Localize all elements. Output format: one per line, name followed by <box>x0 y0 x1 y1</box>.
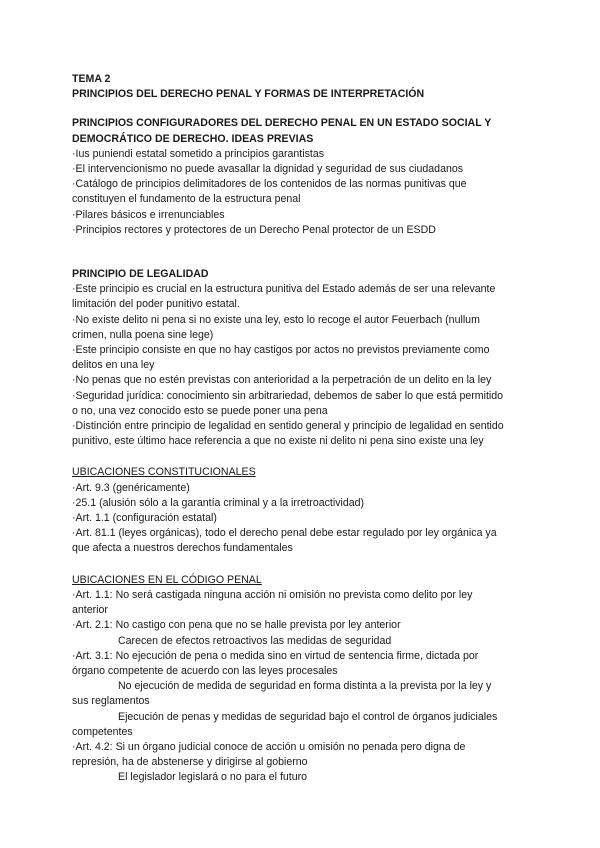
text-line: o no, una vez conocido esto se puede poner una pena <box>72 404 328 417</box>
text-line: ·25.1 (alusión sólo a la garantía criminal y a la irretroactividad) <box>72 496 365 509</box>
text-line: que afecta a nuestros derechos fundamentales <box>72 542 293 555</box>
text-line: El legislador legislará o no para el futuro <box>118 771 308 784</box>
text-line: ·No existe delito ni pena si no existe una ley, esto lo recoge el autor Feuerbach (nullum <box>72 313 480 326</box>
text-line: ·Art. 9.3 (genéricamente) <box>72 481 190 494</box>
text-line: ·Este principio consiste en que no hay castigos por actos no previstos previamente como <box>72 344 490 357</box>
text-line: limitación del poder punitivo estatal. <box>72 298 240 311</box>
text-line: crimen, nulla poena sine lege) <box>72 328 214 341</box>
section-heading: PRINCIPIO DE LEGALIDAD <box>72 268 209 281</box>
text-line: ·Art. 1.1 (configuración estatal) <box>72 512 217 525</box>
text-line: ·Art. 2.1: No castigo con pena que no se halle prevista por ley anterior <box>72 619 401 632</box>
text-line: delitos en una ley <box>72 359 155 372</box>
bullet-list <box>72 147 540 238</box>
text-line: sus reglamentos <box>72 695 150 708</box>
text-line: No ejecución de medida de seguridad en forma distinta a la prevista por la ley y <box>118 680 492 693</box>
bullet-list <box>72 588 540 786</box>
text-line: ·Art. 81.1 (leyes orgánicas), todo el derecho penal debe estar regulado por ley orgánica ya <box>72 527 497 540</box>
section-ubicaciones-codigo-penal <box>72 573 540 786</box>
bullet-list <box>72 282 540 449</box>
text-line: competentes <box>72 725 133 738</box>
text-line: ·Seguridad jurídica: conocimiento sin arbitrariedad, debemos de saber lo que está permitido <box>72 389 504 402</box>
text-line: ·Art. 4.2: Si un órgano judicial conoce de acción u omisión no penada pero digna de <box>72 740 466 753</box>
section-heading: DEMOCRÁTICO DE DERECHO. IDEAS PREVIAS <box>72 132 314 145</box>
section-heading: PRINCIPIOS CONFIGURADORES DEL DERECHO PENAL EN UN ESTADO SOCIAL Y <box>72 117 492 130</box>
page-title: PRINCIPIOS DEL DERECHO PENAL Y FORMAS DE INTERPRETACIÓN <box>72 88 425 101</box>
text-line: anterior <box>72 604 108 617</box>
text-line: ·Pilares básicos e irrenunciables <box>72 208 225 221</box>
text-line: represión, ha de abstenerse y dirigirse al gobierno <box>72 756 308 769</box>
text-line: Ejecución de penas y medidas de seguridad bajo el control de órganos judiciales <box>118 710 498 723</box>
section-principio-legalidad <box>72 267 540 449</box>
text-line: ·Distinción entre principio de legalidad en sentido general y principio de legalidad en sentido <box>72 420 504 433</box>
topic-number: TEMA 2 <box>72 73 111 85</box>
text-line: constituyen el fundamento de la estructura penal <box>72 193 301 206</box>
text-line: ·Este principio es crucial en la estructura punitiva del Estado además de ser una relevante <box>72 283 496 296</box>
section-ideas-previas <box>72 116 540 238</box>
text-line: ·No penas que no estén previstas con anterioridad a la perpetración de un delito en la ley <box>72 374 492 387</box>
bullet-list <box>72 481 540 557</box>
section-heading: UBICACIONES CONSTITUCIONALES <box>72 466 256 479</box>
text-line: ·Principios rectores y protectores de un Derecho Penal protector de un ESDD <box>72 223 436 236</box>
text-line: órgano competente de acuerdo con las leyes procesales <box>72 664 338 677</box>
text-line: ·Art. 1.1: No será castigada ninguna acción ni omisión no prevista como delito por ley <box>72 588 473 601</box>
section-ubicaciones-constitucionales <box>72 465 540 556</box>
text-line: punitivo, este último hace referencia a que no existe ni delito ni pena sino existe una ley <box>72 435 484 448</box>
section-heading: UBICACIONES EN EL CÓDIGO PENAL <box>72 573 262 586</box>
text-line: ·El intervencionismo no puede avasallar la dignidad y seguridad de sus ciudadanos <box>72 163 464 176</box>
text-line: Carecen de efectos retroactivos las medidas de seguridad <box>118 634 392 647</box>
text-line: ·Art. 3.1: No ejecución de pena o medida sino en virtud de sentencia firme, dictada por <box>72 649 479 662</box>
text-line: ·Catálogo de principios delimitadores de los contenidos de las normas punitivas que <box>72 178 467 191</box>
text-line: ·Ius puniendi estatal sometido a principios garantistas <box>72 147 325 160</box>
